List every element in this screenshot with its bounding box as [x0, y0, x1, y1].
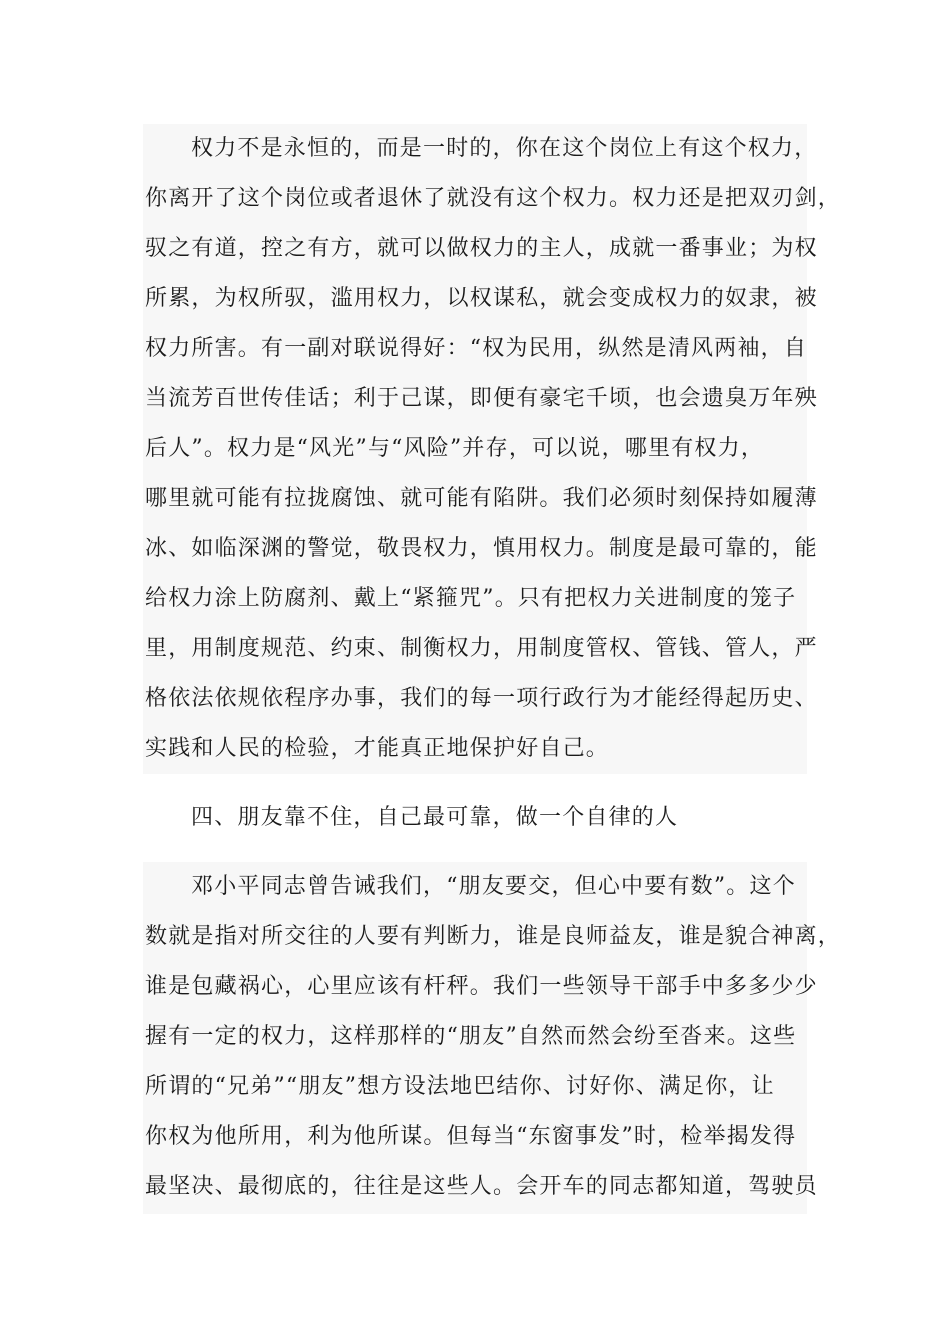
paragraph-power: [143, 124, 842, 774]
paragraph-line: 实践和人民的检验，才能真正地保护好自己。: [145, 736, 610, 761]
paragraph-line: 数就是指对所交往的人要有判断力，谁是良师益友，谁是貌合神离，: [145, 924, 842, 949]
paragraph-line: 权力所害。有一副对联说得好：“权为民用，纵然是清风两袖，自: [145, 336, 808, 361]
paragraph-line: 里，用制度规范、约束、制衡权力，用制度管权、管钱、管人，严: [145, 636, 818, 661]
paragraph-line: 你权为他所用，利为他所谋。但每当“东窗事发”时，检举揭发得: [145, 1124, 797, 1149]
paragraph-line: 驭之有道，控之有方，就可以做权力的主人，成就一番事业；为权: [145, 236, 818, 261]
paragraph-friends: [143, 862, 842, 1214]
paragraph-line: 所谓的“兄弟”“朋友”想方设法地巴结你、讨好你、满足你，让: [145, 1074, 775, 1099]
paragraph-line: 邓小平同志曾告诫我们，“朋友要交，但心中要有数”。这个: [191, 874, 796, 899]
paragraph-line: 你离开了这个岗位或者退休了就没有这个权力。权力还是把双刃剑，: [145, 186, 842, 211]
paragraph-line: 最坚决、最彻底的，往往是这些人。会开车的同志都知道，驾驶员: [145, 1174, 818, 1199]
paragraph-line: 冰、如临深渊的警觉，敬畏权力，慎用权力。制度是最可靠的，能: [145, 536, 818, 561]
paragraph-line: 哪里就可能有拉拢腐蚀、就可能有陷阱。我们必须时刻保持如履薄: [145, 486, 818, 511]
paragraph-line: 握有一定的权力，这样那样的“朋友”自然而然会纷至沓来。这些: [145, 1024, 797, 1049]
paragraph-line: 所累，为权所驭，滥用权力，以权谋私，就会变成权力的奴隶，被: [145, 286, 818, 311]
paragraph-line: 后人”。权力是“风光”与“风险”并存，可以说，哪里有权力，: [145, 436, 765, 461]
paragraph-line: 格依法依规依程序办事，我们的每一项行政行为才能经得起历史、: [145, 686, 818, 711]
section-heading: 四、朋友靠不住，自己最可靠，做一个自律的人: [191, 805, 679, 830]
paragraph-line: 权力不是永恒的，而是一时的，你在这个岗位上有这个权力，: [191, 136, 818, 161]
paragraph-line: 谁是包藏祸心，心里应该有杆秤。我们一些领导干部手中多多少少: [145, 974, 818, 999]
paragraph-line: 当流芳百世传佳话；利于己谋，即便有豪宅千顷，也会遗臭万年殃: [145, 386, 818, 411]
paragraph-line: 给权力涂上防腐剂、戴上“紧箍咒”。只有把权力关进制度的笼子: [145, 586, 797, 611]
